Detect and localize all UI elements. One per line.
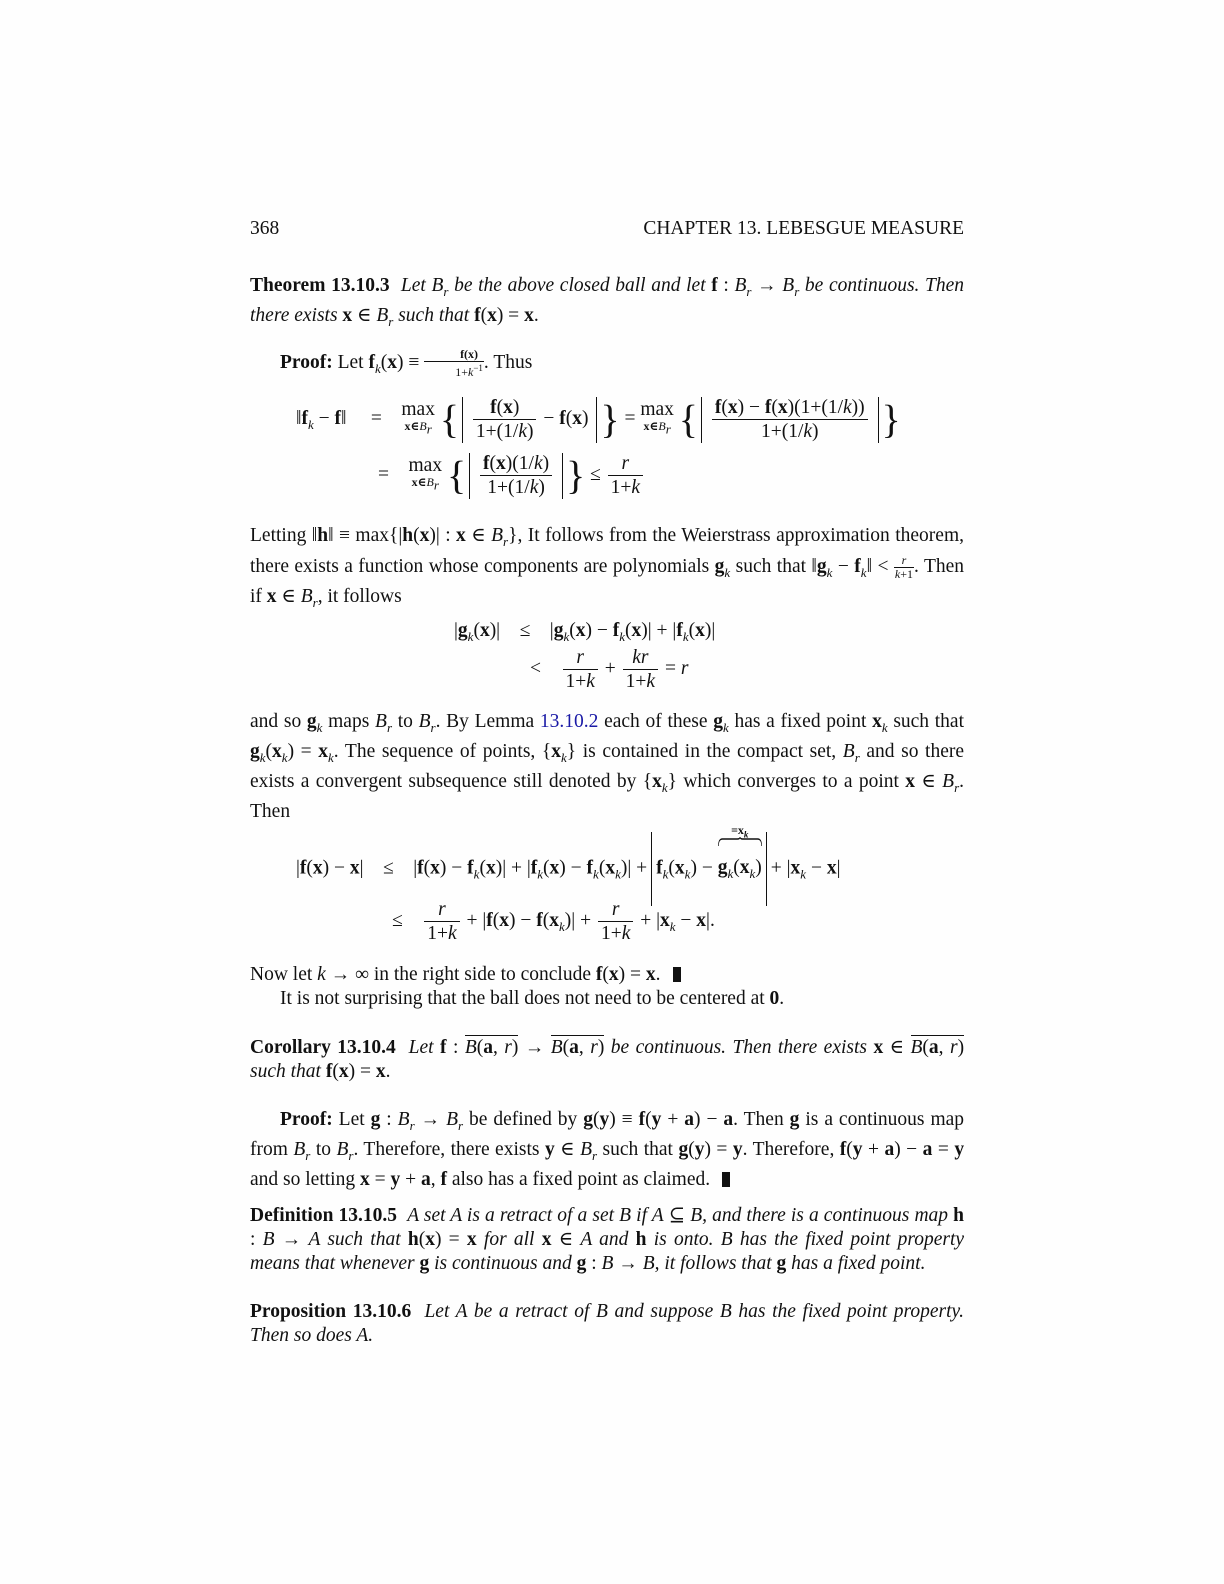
equation-norm-1: $‖f_k$ − f‖ = max $x\in B_r$ { $\frac{f(x)}{1+(1/k)}$ − f(x) } = max $x\in B_r$ { $\frac{f(x) - f(x)(1+(1/k))}{1+(1/k)}$ } bbox=[296, 396, 901, 442]
page-number: 368 bbox=[250, 218, 280, 239]
equation-gk-bound-2: < $\frac{r}{1+k}$ + $\frac{kr}{1+k}$ = r bbox=[530, 647, 689, 692]
proposition-body: Let A be a retract of B and suppose B has the fixed point property. Then so does A. bbox=[250, 1301, 965, 1346]
theorem-13-10-3: Theorem 13.10.3 Let $B_r$ be the above closed ball and let f : $B_r \to B_r$ be continuous. Then there exists x ∈ $B_r$ such that f(x) = x. bbox=[250, 275, 965, 329]
qed-box bbox=[673, 967, 681, 982]
conclusion-line: Now let k → ∞ in the right side to conclude f(x) = x. bbox=[250, 963, 964, 987]
equation-fixed-2: ≤ $\frac{r}{1+k}$ + $|f(x) - f(x_k)|$ + $\frac{r}{1+k}$ + $|x_k - x|$. bbox=[392, 899, 715, 944]
proposition-label: Proposition 13.10.6 bbox=[250, 1301, 412, 1322]
equation-fixed-1: |f(x) − x| ≤ $|f(x) - f_k(x)| + |f_k(x) - f_k(x_k)| + f_k(x_k)$ − $=x_k$ $g_k(x_k) + |x_k - x|$ bbox=[296, 832, 840, 906]
proof-intro: Proof: Let $f_k(x)$ ≡ $\frac{f(x)}{1+k^{-1}}$ . Thus bbox=[280, 347, 533, 379]
equation-gk-bound-1: $|g_k(x)|$ ≤ $|g_k(x) - f_k(x)| + |f_k(x)|$ bbox=[454, 620, 716, 644]
corollary-label: Corollary 13.10.4 bbox=[250, 1037, 396, 1058]
running-header bbox=[250, 218, 964, 244]
definition-label: Definition 13.10.5 bbox=[250, 1205, 398, 1226]
equation-norm-2: = max $x\in B_r$ { $\frac{f(x)(1/k)}{1+(1/k)}$ } ≤ $\frac{r}{1+k}$ bbox=[378, 452, 645, 499]
weierstrass-paragraph: Letting ‖h‖ ≡ max{|h(x)| : x ∈ $B_r$}, It follows from the Weierstrass approximation theorem, there exists a function whose components are polynomials $g_k$ such that $‖g_k$ − $f_k‖$ < $\frac{r}{k+1}$ . Then if x ∈ $B_r$, it follows bbox=[250, 525, 965, 610]
qed-box bbox=[722, 1172, 730, 1187]
proposition-13-10-6 bbox=[250, 1300, 964, 1348]
fixed-point-paragraph: and so $g_k$ maps $B_r$ to $B_r$. By Lemma 13.10.2 each of these $g_k$ has a fixed point $x_k$ such that $g_k(x_k) = x_k$. The sequence of points, $\{x_k\}$ is contained in the compact set, $B_r$ and so there exists a convergent subsequence still denoted by $\{x_k\}$ which converges to a point x ∈ $B_r$. Then bbox=[250, 711, 965, 822]
remark-line: It is not surprising that the ball does not need to be centered at 0. bbox=[280, 988, 785, 1009]
theorem-label: Theorem 13.10.3 bbox=[250, 275, 390, 296]
proof-label: Proof: bbox=[280, 351, 333, 373]
corollary-13-10-4: Corollary 13.10.4 Let f : B(a, r) → B(a, r) be continuous. Then there exists x ∈ B(a, r) such that f(x) = x. bbox=[250, 1037, 965, 1082]
definition-13-10-5: Definition 13.10.5 A set A is a retract of a set B if A ⊆ B, and there is a continuous map h : B → A such that h(x) = x for all x ∈ A and h is onto. B has the fixed point property means that whenever g is continuous and g : B → B, it follows that g has a fixed point. bbox=[250, 1205, 965, 1274]
chapter-title: CHAPTER 13. LEBESGUE MEASURE bbox=[643, 218, 964, 239]
lemma-link[interactable]: 13.10.2 bbox=[539, 711, 599, 732]
corollary-proof: Proof: Let g : $B_r \to B_r$ be defined by g(y) ≡ f(y + a) − a. Then g is a continuous map from $B_r$ to $B_r$. Therefore, there exists y ∈ $B_r$ such that g(y) = y. Therefore, f(y + a) − a = y and so letting x = y + a, f also has a fixed point as claimed. bbox=[250, 1109, 965, 1190]
